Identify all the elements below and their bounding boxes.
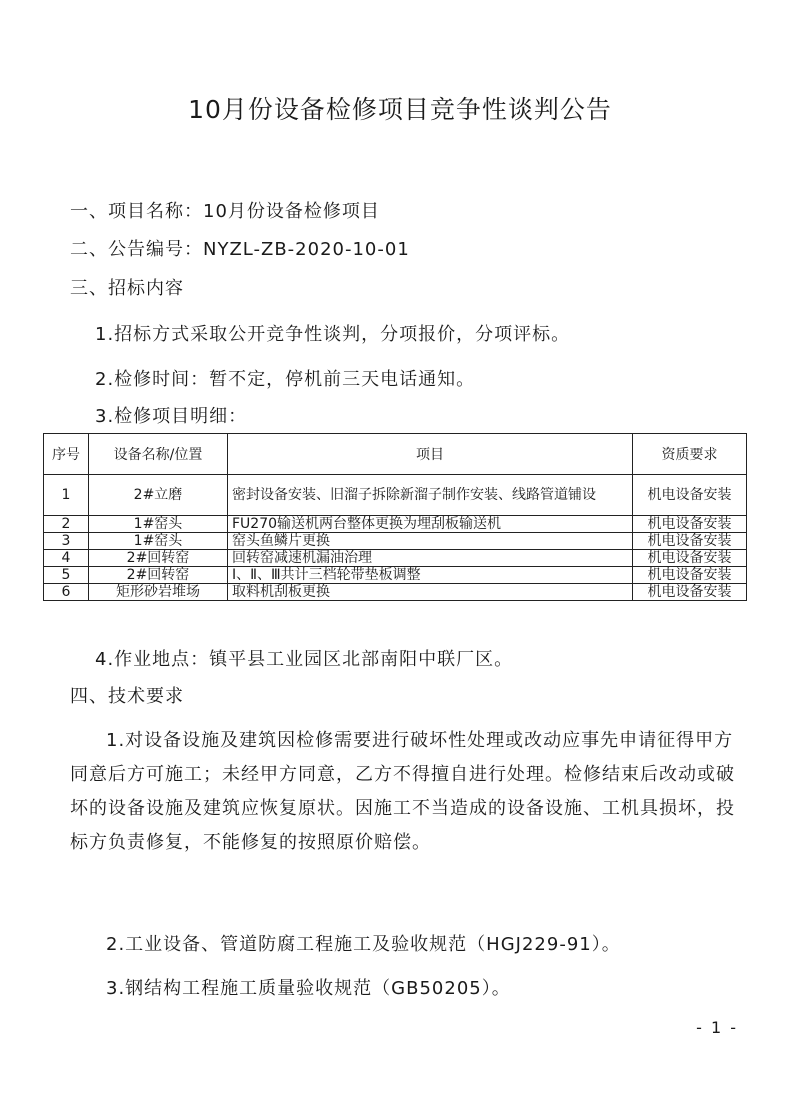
- cell-no: 3: [44, 533, 89, 550]
- cell-equipment: 1#窑头: [89, 533, 228, 550]
- section-technical-requirements: 四、技术要求: [70, 686, 184, 707]
- col-header-equipment: 设备名称/位置: [89, 434, 228, 475]
- cell-equipment: 2#立磨: [89, 475, 228, 516]
- cell-equipment: 2#回转窑: [89, 550, 228, 567]
- bidding-item-time: 2.检修时间：暂不定，停机前三天电话通知。: [95, 369, 476, 390]
- cell-no: 6: [44, 584, 89, 601]
- table-row: [44, 516, 747, 533]
- bidding-item-location: 4.作业地点：镇平县工业园区北部南阳中联厂区。: [95, 649, 514, 670]
- col-header-project: 项目: [228, 434, 633, 475]
- bidding-item-details: 3.检修项目明细：: [95, 406, 248, 427]
- cell-no: 1: [44, 475, 89, 516]
- cell-project: Ⅰ、Ⅱ、Ⅲ共计三档轮带垫板调整: [228, 567, 633, 584]
- tech-requirement-1: 1.对设备设施及建筑因检修需要进行破坏性处理或改动应事先申请征得甲方同意后方可施工；未经甲方同意，乙方不得擅自进行处理。检修结束后改动或破坏的设备设施及建筑应恢复原状。因施工不当造成的设备设施、工机具损坏，投标方负责修复，不能修复的按照原价赔偿。: [70, 730, 735, 853]
- cell-qualification: 机电设备安装: [633, 550, 747, 567]
- cell-project: 密封设备安装、旧溜子拆除新溜子制作安装、线路管道铺设: [228, 475, 633, 516]
- table-header-row: [44, 434, 747, 475]
- table-row: [44, 533, 747, 550]
- cell-no: 2: [44, 516, 89, 533]
- page-title: 10月份设备检修项目竞争性谈判公告: [188, 95, 612, 124]
- section-notice-number: 二、公告编号：NYZL-ZB-2020-10-01: [70, 239, 410, 260]
- table-row: [44, 475, 747, 516]
- cell-qualification: 机电设备安装: [633, 584, 747, 601]
- cell-qualification: 机电设备安装: [633, 475, 747, 516]
- section-bidding-content: 三、招标内容: [70, 278, 184, 299]
- tech-requirement-3: 3.钢结构工程施工质量验收规范（GB50205）。: [106, 978, 511, 999]
- cell-equipment: 1#窑头: [89, 516, 228, 533]
- cell-qualification: 机电设备安装: [633, 533, 747, 550]
- table-row: [44, 567, 747, 584]
- cell-no: 5: [44, 567, 89, 584]
- cell-equipment: 2#回转窑: [89, 567, 228, 584]
- cell-project: 窑头鱼鳞片更换: [228, 533, 633, 550]
- cell-project: FU270输送机两台整体更换为埋刮板输送机: [228, 516, 633, 533]
- cell-project: 回转窑减速机漏油治理: [228, 550, 633, 567]
- cell-qualification: 机电设备安装: [633, 516, 747, 533]
- page-number: - 1 -: [696, 1018, 738, 1037]
- table-row: [44, 584, 747, 601]
- col-header-qualification: 资质要求: [633, 434, 747, 475]
- repair-items-table: [43, 433, 747, 601]
- cell-qualification: 机电设备安装: [633, 567, 747, 584]
- section-project-name: 一、项目名称：10月份设备检修项目: [70, 201, 380, 222]
- table-row: [44, 550, 747, 567]
- bidding-item-method: 1.招标方式采取公开竞争性谈判，分项报价，分项评标。: [95, 324, 571, 345]
- tech-requirement-2: 2.工业设备、管道防腐工程施工及验收规范（HGJ229-91）。: [106, 934, 621, 955]
- cell-no: 4: [44, 550, 89, 567]
- col-header-no: 序号: [44, 434, 89, 475]
- cell-equipment: 矩形砂岩堆场: [89, 584, 228, 601]
- cell-project: 取料机刮板更换: [228, 584, 633, 601]
